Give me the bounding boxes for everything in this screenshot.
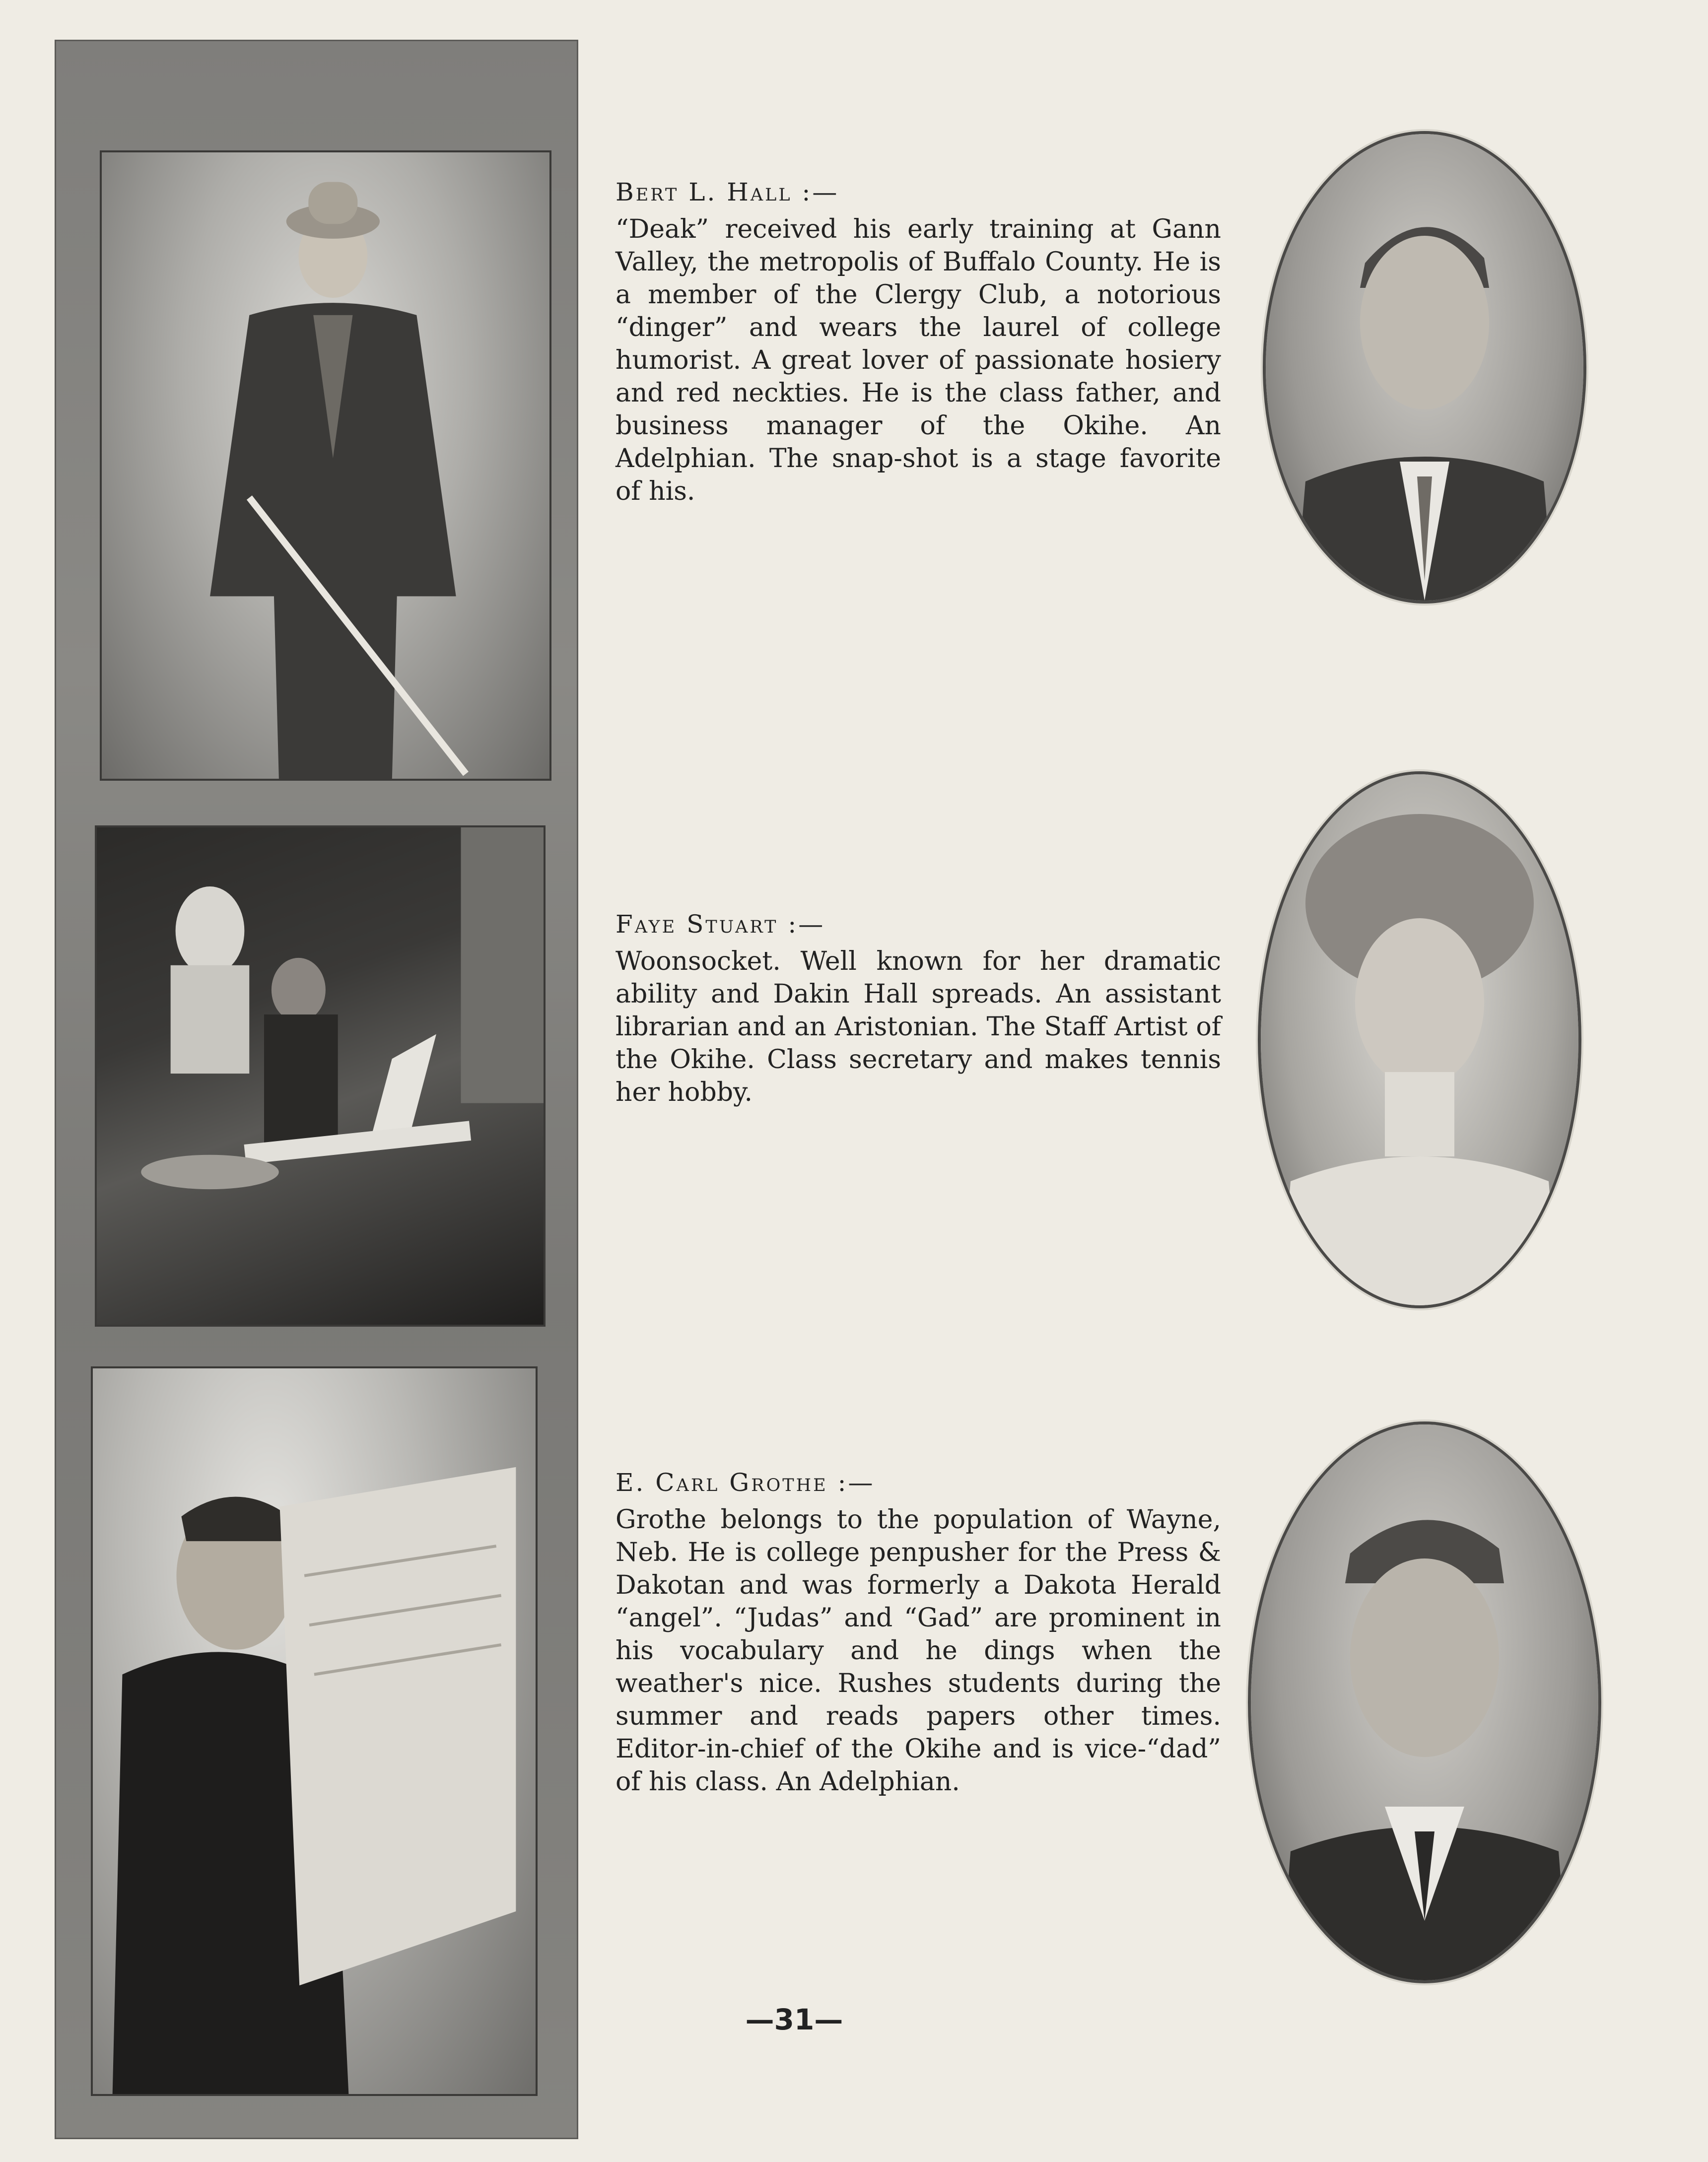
- entry-carl-grothe: [615, 1467, 1221, 1798]
- portrait-bert-hall: [1266, 134, 1583, 601]
- entry-name: E. Carl Grothe :—: [615, 1468, 875, 1497]
- snapshot-bert-hall: [100, 150, 551, 781]
- portrait-faye-stuart: [1261, 774, 1578, 1305]
- entry-bio: Grothe belongs to the population of Wayne, Neb. He is college penpusher for the Press & Dakotan and was formerly a Dakota Herald “angel”. “Judas” and “Gad” are prominent in his vocabulary and he dings when the weather's nice. Rushes students during the summer and reads papers other times. Editor-in-chief of the Okihe and is vice-“dad” of his class. An Adelphian.: [615, 1505, 1221, 1797]
- snapshot-strip: [55, 40, 578, 2139]
- entry-bio: “Deak” received his early training at Gann Valley, the metropolis of Buffalo County. He is a member of the Clergy Club, a notorious “dinger” and wears the laurel of college humorist. A great lover of passionate hosiery and red neckties. He is the class father, and business manager of the Okihe. An Adelphian. The snap-shot is a stage favorite of his.: [615, 214, 1221, 506]
- snapshot-faye-stuart: [95, 825, 546, 1327]
- entry-name: Bert L. Hall :—: [615, 178, 839, 206]
- entry-faye-stuart: [615, 908, 1221, 1109]
- entry-name: Faye Stuart :—: [615, 910, 825, 939]
- entry-bert-hall: [615, 176, 1221, 508]
- page-number: —31—: [745, 2003, 843, 2036]
- snapshot-carl-grothe: [91, 1366, 538, 2096]
- entry-bio: Woonsocket. Well known for her dramatic ability and Dakin Hall spreads. An assistant librarian and an Aristonian. The Staff Artist of the Okihe. Class secretary and makes tennis her hobby.: [615, 946, 1221, 1107]
- portrait-carl-grothe: [1251, 1424, 1598, 1980]
